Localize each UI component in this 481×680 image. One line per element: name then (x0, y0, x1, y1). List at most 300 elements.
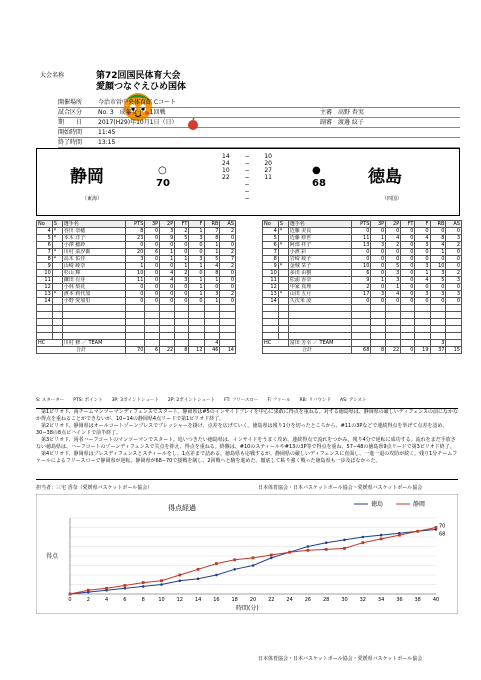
away-cell-p3: 1 (371, 277, 386, 284)
away-cell-f: 3 (415, 291, 430, 298)
home-cell-rb (204, 333, 220, 340)
away-cell-no: 5 (263, 235, 279, 242)
away-cell-no (263, 312, 279, 319)
home-player-row (37, 242, 236, 249)
away-cell-as (446, 312, 462, 319)
away-hc-name: 富田 芳幸 ／ TEAM (288, 340, 351, 347)
away-player-row (263, 326, 462, 333)
away-cell-rb: 8 (430, 235, 446, 242)
home-cell-p2 (160, 312, 175, 319)
away-cell-pts: 9 (351, 277, 371, 284)
home-col-header: PTS (125, 221, 145, 228)
away-cell-pts: 0 (351, 256, 371, 263)
home-cell-as: 2 (220, 263, 236, 270)
away-cell-ft: 0 (401, 235, 415, 242)
home-cell-rb (204, 312, 220, 319)
home-cell-f: 1 (189, 228, 204, 235)
away-cell-ft (401, 326, 415, 333)
home-cell-rb: 1 (204, 277, 220, 284)
home-cell-s (52, 277, 62, 284)
away-cell-no: 6 (263, 242, 279, 249)
away-cell-p2: 5 (386, 263, 401, 270)
away-player-row (263, 319, 462, 326)
series-point-1 (215, 562, 218, 565)
away-cell-name (288, 326, 351, 333)
home-player-row (37, 312, 236, 319)
away-col-header: RB (430, 221, 446, 228)
home-cell-no: 14 (37, 298, 53, 305)
away-cell-p2: 4 (386, 291, 401, 298)
series-point-0 (380, 534, 383, 537)
away-cell-rb (430, 326, 446, 333)
home-total-p3: 6 (145, 347, 160, 354)
away-cell-pts: 6 (351, 270, 371, 277)
away-cell-no: 8 (263, 256, 279, 263)
quarter-1: 14 − 10 (222, 153, 272, 160)
away-cell-name (288, 312, 351, 319)
home-cell-name: 小澤 穂鈴 (62, 242, 125, 249)
chart-x-tick: 28 (323, 597, 330, 603)
tournament-subtitle: 愛顔つなぐえひめ国体 (96, 82, 187, 92)
away-cell-s (278, 305, 288, 312)
away-cell-name: 近藤 美良 (288, 228, 351, 235)
home-total-as: 14 (220, 347, 236, 354)
away-cell-as: 3 (446, 277, 462, 284)
apple-icon (186, 116, 200, 135)
away-cell-name: 久次米 凌 (288, 298, 351, 305)
bottom-organizer: 日本体育協会・日本バスケットボール協会・愛媛県バスケットボール協会 (258, 656, 423, 662)
home-cell-ft: 0 (175, 298, 189, 305)
away-cell-name: 阿部 祥子 (288, 242, 351, 249)
home-cell-pts: 10 (125, 270, 145, 277)
series-point-1 (69, 593, 72, 596)
series-point-1 (142, 581, 145, 584)
chart-x-tick: 4 (105, 597, 109, 603)
legend-label-1: 静岡 (413, 501, 426, 508)
away-cell-no: 12 (263, 284, 279, 291)
home-cell-p3: 0 (145, 298, 160, 305)
away-cell-pts: 17 (351, 291, 371, 298)
series-point-1 (435, 526, 438, 529)
home-cell-f: 0 (189, 298, 204, 305)
away-player-row (263, 298, 462, 305)
series-point-1 (178, 574, 181, 577)
home-cell-p2: 1 (160, 256, 175, 263)
away-cell-s (278, 326, 288, 333)
home-cell-name (62, 333, 125, 340)
home-cell-name: 谷川 奈穂 (62, 228, 125, 235)
home-cell-as: 7 (220, 256, 236, 263)
legend-label-0: 徳島 (371, 501, 384, 508)
away-hc-empty (351, 340, 371, 347)
away-cell-rb: 0 (430, 284, 446, 291)
series-point-0 (142, 585, 145, 588)
series-point-1 (307, 549, 310, 552)
home-cell-f: 1 (189, 277, 204, 284)
away-player-row (263, 256, 462, 263)
home-cell-no: 10 (37, 270, 53, 277)
away-cell-p2: 3 (386, 270, 401, 277)
away-cell-ft: 0 (401, 277, 415, 284)
away-cell-no: 10 (263, 270, 279, 277)
home-cell-name (62, 305, 125, 312)
series-point-1 (398, 534, 401, 537)
away-cell-no: 13 (263, 291, 279, 298)
home-cell-f: 1 (189, 291, 204, 298)
home-cell-s: * (52, 256, 62, 263)
away-cell-p3 (371, 333, 386, 340)
away-cell-pts: 2 (351, 284, 371, 291)
away-cell-no: 11 (263, 277, 279, 284)
series-point-1 (87, 589, 90, 592)
home-player-row (37, 305, 236, 312)
home-cell-no: 8 (37, 256, 53, 263)
away-cell-ft: 0 (401, 228, 415, 235)
away-cell-rb (430, 319, 446, 326)
home-cell-p2: 4 (160, 270, 175, 277)
away-cell-ft (401, 333, 415, 340)
home-cell-pts (125, 326, 145, 333)
series-point-0 (233, 568, 236, 571)
home-player-row (37, 228, 236, 235)
chart-x-tick: 40 (432, 597, 440, 603)
away-cell-name: 松浦 香奈 (288, 277, 351, 284)
away-cell-f: 3 (415, 263, 430, 270)
chart-title: 得点経過 (168, 504, 196, 512)
away-player-row (263, 270, 462, 277)
away-region: （四国） (382, 196, 403, 202)
tournament-label: 大会名称 (40, 72, 65, 79)
date-row: 期 日 2017(H29)年10月1日（日） 副審 渡邊 紋子 (58, 118, 460, 128)
away-cell-ft: 0 (401, 291, 415, 298)
away-cell-pts (351, 326, 371, 333)
home-cell-as: 0 (220, 235, 236, 242)
home-cell-f: 3 (189, 256, 204, 263)
home-total-f: 12 (189, 347, 204, 354)
home-cell-s (52, 242, 62, 249)
home-cell-p2: 0 (160, 242, 175, 249)
away-cell-ft: 0 (401, 270, 415, 277)
away-total-as: 15 (446, 347, 462, 354)
home-cell-ft (175, 305, 189, 312)
home-cell-p3: 0 (145, 228, 160, 235)
home-cell-s (52, 326, 62, 333)
away-cell-p3: 0 (371, 249, 386, 256)
home-hc-empty (145, 340, 160, 347)
away-cell-p3: 0 (371, 228, 386, 235)
home-col-header: AS (220, 221, 236, 228)
away-player-row (263, 228, 462, 235)
home-cell-pts: 1 (125, 263, 145, 270)
commentary-q3: 第3ピリオド、両者ハーフコートのマンツーマンでスタート。追いつきたい徳島県は、インサイドをうまく攻め、連続得点で流れをつかみ、残り4分で逆転に成功する。流れをまだ手放さない徳島県は、ハーフコートのゾーンディフェンスで失点を抑え、得点を重ねる。終盤は、#10のスティールや#13の3P等で得点を重ね、57−48の徳島県9点リードで第3ピリオド終了。 (36, 437, 456, 450)
home-cell-as: 2 (220, 228, 236, 235)
away-hc-empty (446, 340, 462, 347)
home-cell-f (189, 333, 204, 340)
away-cell-no: 14 (263, 298, 279, 305)
away-cell-p2 (386, 319, 401, 326)
home-cell-pts (125, 333, 145, 340)
series-point-1 (343, 547, 346, 550)
away-cell-ft: 0 (401, 242, 415, 249)
away-cell-as: 0 (446, 298, 462, 305)
home-cell-pts: 0 (125, 298, 145, 305)
home-col-header: 選手名 (62, 221, 125, 228)
home-cell-p2: 4 (160, 277, 175, 284)
away-cell-pts: 0 (351, 228, 371, 235)
away-cell-f: 0 (415, 256, 430, 263)
chart-x-tick: 2 (86, 597, 90, 603)
away-cell-name: 金城 栞子 (288, 263, 351, 270)
series-point-0 (307, 545, 310, 548)
home-cell-f: 0 (189, 249, 204, 256)
away-player-row (263, 291, 462, 298)
home-hc-empty (175, 340, 189, 347)
home-total-label: 合計 (37, 347, 126, 354)
venue-row: 開催場所 今治市営中央体育館 Cコート (58, 98, 460, 108)
away-col-header: PTS (351, 221, 371, 228)
home-cell-name: 本木 洋子 (62, 235, 125, 242)
chart-x-tick: 30 (341, 597, 348, 603)
away-total-p3: 8 (371, 347, 386, 354)
away-cell-s (278, 312, 288, 319)
home-cell-pts (125, 319, 145, 326)
away-player-row (263, 312, 462, 319)
away-player-row (263, 249, 462, 256)
reporter: 担当者：三宅 香奈（愛媛県バスケットボール協会） (36, 485, 153, 491)
away-hc-rb: 3 (430, 340, 446, 347)
game-row: 試合区分 No. 3 成年女子 1回戦 主審 高野 杏実 (58, 108, 460, 118)
end-row: 終了時間 13:15 (58, 138, 460, 148)
home-cell-no: 6 (37, 242, 53, 249)
home-cell-s: * (52, 249, 62, 256)
away-cell-p3: 3 (371, 291, 386, 298)
quarter-scores: 14 − 10 24 − 20 10 − 27 22 − 11 − − − (222, 153, 272, 202)
chart-x-tick: 18 (231, 597, 238, 603)
home-cell-name: 濱本 莉代加 (62, 291, 125, 298)
away-col-header: S (278, 221, 288, 228)
home-player-row (37, 284, 236, 291)
away-col-header: 2P (386, 221, 401, 228)
away-cell-f: 4 (415, 277, 430, 284)
score-progress-chart (36, 494, 458, 614)
away-player-row (263, 284, 462, 291)
home-cell-p3: 0 (145, 291, 160, 298)
home-cell-no (37, 333, 53, 340)
home-cell-pts (125, 312, 145, 319)
home-cell-s: * (52, 235, 62, 242)
home-cell-no: 11 (37, 277, 53, 284)
series-point-0 (325, 541, 328, 544)
away-player-row (263, 277, 462, 284)
home-cell-pts: 11 (125, 277, 145, 284)
away-cell-p2: 0 (386, 249, 401, 256)
home-cell-p2: 0 (160, 263, 175, 270)
home-cell-p3: 0 (145, 256, 160, 263)
away-cell-f (415, 305, 430, 312)
away-cell-p2 (386, 333, 401, 340)
away-cell-s: * (278, 263, 288, 270)
home-player-row (37, 326, 236, 333)
away-cell-f: 0 (415, 228, 430, 235)
home-hc-row (37, 340, 236, 347)
home-cell-s (52, 333, 62, 340)
away-player-row (263, 235, 462, 242)
chart-x-tick: 22 (268, 597, 275, 603)
chart-frame (36, 494, 458, 614)
home-total-pts: 70 (125, 347, 145, 354)
series-point-0 (362, 536, 365, 539)
home-cell-s (52, 263, 62, 270)
home-cell-f: 1 (189, 263, 204, 270)
away-cell-f: 0 (415, 284, 430, 291)
home-cell-p3: 0 (145, 263, 160, 270)
away-total-pts: 68 (351, 347, 371, 354)
home-score: 70 (156, 178, 170, 189)
series-point-1 (325, 548, 328, 551)
series-point-1 (105, 587, 108, 590)
away-col-header: 3P (371, 221, 386, 228)
home-cell-rb (204, 326, 220, 333)
home-box-score (36, 220, 236, 354)
away-cell-rb: 1 (430, 249, 446, 256)
series-point-1 (124, 584, 127, 587)
home-col-header: RB (204, 221, 220, 228)
home-cell-p2: 0 (160, 291, 175, 298)
home-cell-rb: 7 (204, 228, 220, 235)
away-cell-as (446, 305, 462, 312)
away-cell-s: * (278, 228, 288, 235)
away-col-header: FT (401, 221, 415, 228)
home-cell-p3: 0 (145, 242, 160, 249)
tournament-title: 第72回国民体育大会 (96, 71, 181, 81)
home-cell-ft: 3 (175, 277, 189, 284)
away-cell-ft (401, 305, 415, 312)
away-cell-as: 0 (446, 284, 462, 291)
home-cell-p2: 0 (160, 298, 175, 305)
home-cell-ft: 2 (175, 228, 189, 235)
series-point-1 (380, 538, 383, 541)
home-col-header: 3P (145, 221, 160, 228)
away-cell-pts (351, 333, 371, 340)
away-total-f: 19 (415, 347, 430, 354)
home-win-mark: ○ (158, 165, 167, 176)
home-cell-rb: 1 (204, 298, 220, 305)
away-col-header: AS (446, 221, 462, 228)
commentary (36, 408, 458, 480)
home-cell-name (62, 312, 125, 319)
home-cell-rb: 5 (204, 256, 220, 263)
quarter-3: 10 − 27 (222, 167, 272, 174)
home-player-row (37, 235, 236, 242)
away-cell-as: 0 (446, 263, 462, 270)
series-point-0 (179, 579, 182, 582)
home-cell-ft: 0 (175, 242, 189, 249)
away-team-name: 徳島 (368, 167, 402, 187)
away-cell-ft: 0 (401, 256, 415, 263)
home-cell-pts: 20 (125, 249, 145, 256)
home-hc-empty (189, 340, 204, 347)
home-cell-s (52, 312, 62, 319)
home-player-row (37, 333, 236, 340)
home-total-row (37, 347, 236, 354)
series-point-0 (270, 557, 273, 560)
away-cell-p2: 0 (386, 228, 401, 235)
home-cell-p3 (145, 326, 160, 333)
away-cell-ft (401, 312, 415, 319)
away-player-row (263, 333, 462, 340)
away-cell-ft: 0 (401, 298, 415, 305)
away-hc-empty (401, 340, 415, 347)
chart-x-tick: 14 (194, 597, 202, 603)
home-cell-name (62, 326, 125, 333)
home-cell-no (37, 319, 53, 326)
home-cell-no: 13 (37, 291, 53, 298)
away-cell-p2: 1 (386, 284, 401, 291)
home-cell-ft: 0 (175, 284, 189, 291)
home-cell-p3 (145, 305, 160, 312)
away-score: 68 (312, 178, 326, 189)
away-cell-rb: 3 (430, 270, 446, 277)
home-cell-rb: 0 (204, 284, 220, 291)
home-cell-as: 0 (220, 270, 236, 277)
away-cell-p3 (371, 312, 386, 319)
home-cell-ft: 0 (175, 249, 189, 256)
home-cell-rb: 8 (204, 235, 220, 242)
away-total-label: 合計 (263, 347, 352, 354)
series-point-1 (233, 558, 236, 561)
home-cell-rb: 8 (204, 270, 220, 277)
home-cell-ft (175, 312, 189, 319)
away-cell-s: * (278, 291, 288, 298)
away-cell-pts (351, 305, 371, 312)
home-hc-empty (125, 340, 145, 347)
home-cell-rb (204, 305, 220, 312)
quarter-2: 24 − 20 (222, 160, 272, 167)
away-cell-as (446, 333, 462, 340)
home-player-row (37, 263, 236, 270)
home-cell-p2 (160, 333, 175, 340)
away-cell-pts (351, 312, 371, 319)
home-cell-name (62, 319, 125, 326)
home-team-name: 静岡 (70, 167, 104, 187)
home-col-header: S (52, 221, 62, 228)
away-cell-s (278, 333, 288, 340)
home-cell-p2: 3 (160, 228, 175, 235)
away-hc-empty (415, 340, 430, 347)
home-cell-ft: 0 (175, 291, 189, 298)
away-total-row (263, 347, 462, 354)
home-cell-p2: 1 (160, 249, 175, 256)
home-hc-rb: 4 (204, 340, 220, 347)
home-col-header: FT (175, 221, 189, 228)
away-cell-no (263, 305, 279, 312)
away-cell-no: 9 (263, 263, 279, 270)
home-cell-no (37, 312, 53, 319)
away-cell-p3 (371, 305, 386, 312)
home-player-row (37, 319, 236, 326)
away-cell-p3: 3 (371, 242, 386, 249)
away-cell-p2 (386, 312, 401, 319)
away-cell-name (288, 333, 351, 340)
home-cell-ft: 1 (175, 263, 189, 270)
end-label-home: 70 (439, 523, 446, 530)
away-cell-pts: 10 (351, 263, 371, 270)
away-cell-rb: 10 (430, 263, 446, 270)
home-cell-no (37, 326, 53, 333)
home-cell-rb: 1 (204, 242, 220, 249)
home-cell-p2 (160, 305, 175, 312)
series-point-1 (270, 554, 273, 557)
